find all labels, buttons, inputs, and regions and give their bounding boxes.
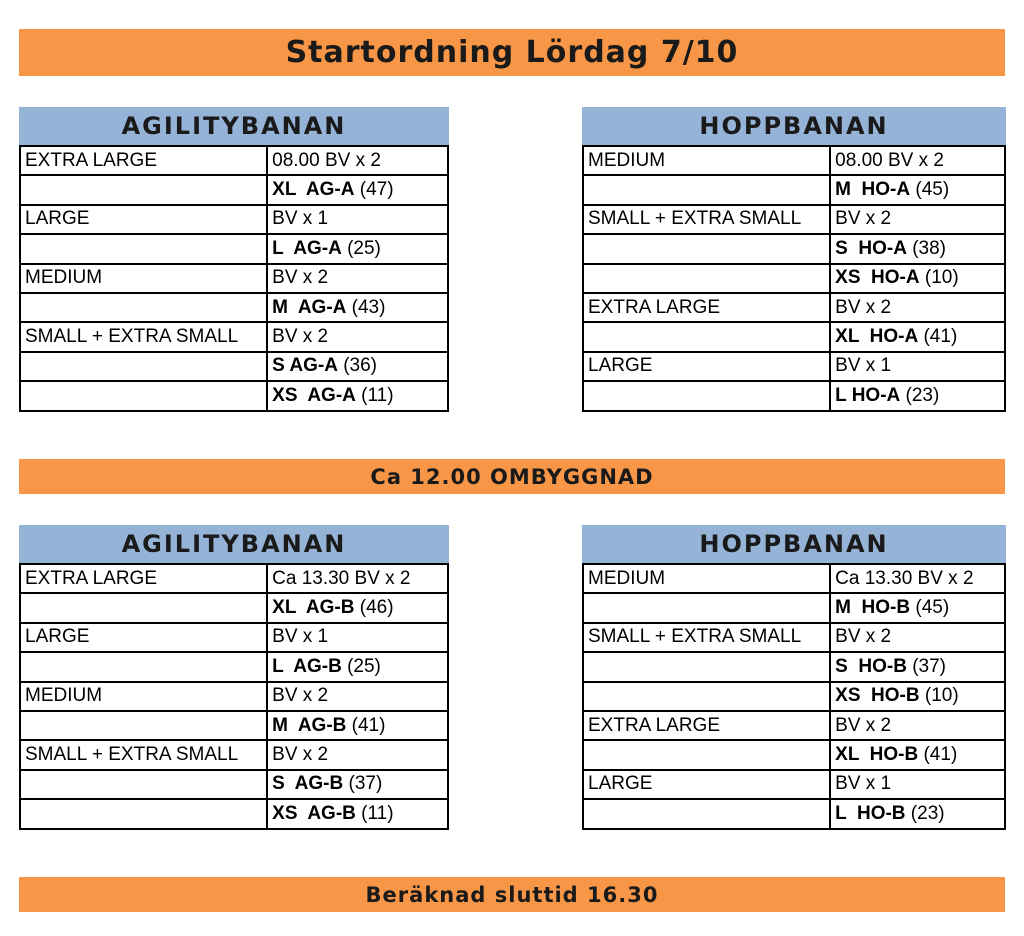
schedule-cell: BV x 2 <box>267 264 448 293</box>
class-code: M AG-B <box>272 714 347 736</box>
entry-count: (45) <box>910 597 950 619</box>
schedule-cell <box>830 799 1005 828</box>
class-code: XL AG-A <box>272 179 355 201</box>
class-code: XS AG-B <box>272 802 356 824</box>
schedule-cell <box>830 175 1005 204</box>
class-cell: EXTRA LARGE <box>20 564 267 593</box>
entry-count: (25) <box>341 237 381 259</box>
class-cell: MEDIUM <box>583 564 830 593</box>
class-cell <box>20 381 267 410</box>
table-row <box>583 770 1005 799</box>
schedule-cell: BV x 2 <box>830 623 1005 652</box>
class-code: S AG-A <box>272 355 338 377</box>
class-code: XS HO-A <box>835 267 920 289</box>
class-cell <box>20 652 267 681</box>
schedule-cell <box>830 682 1005 711</box>
class-code: L HO-A <box>835 384 901 406</box>
entry-count: (37) <box>906 655 947 677</box>
table-row <box>20 682 448 711</box>
table-row <box>583 799 1005 828</box>
class-cell <box>583 234 830 263</box>
schedule-cell: BV x 2 <box>267 322 448 351</box>
class-cell: EXTRA LARGE <box>20 146 267 175</box>
schedule-cell <box>830 234 1005 263</box>
schedule-cell <box>267 593 448 622</box>
table-row <box>583 711 1005 740</box>
class-code: S AG-B <box>272 773 344 795</box>
class-cell: SMALL + EXTRA SMALL <box>20 740 267 769</box>
schedule-cell <box>267 770 448 799</box>
schedule-cell: Ca 13.30 BV x 2 <box>830 564 1005 593</box>
schedule-cell <box>830 740 1005 769</box>
schedule-cell <box>267 652 448 681</box>
table-row <box>583 593 1005 622</box>
schedule-cell: BV x 2 <box>830 711 1005 740</box>
table-row <box>583 322 1005 351</box>
schedule-cell <box>267 381 448 410</box>
table-row <box>583 146 1005 175</box>
class-cell: EXTRA LARGE <box>583 711 830 740</box>
class-cell <box>583 682 830 711</box>
schedule-cell <box>267 234 448 263</box>
schedule-cell <box>830 593 1005 622</box>
table-heading: AGILITYBANAN <box>20 107 448 146</box>
class-code: XS AG-A <box>272 384 356 406</box>
table-row <box>583 381 1005 410</box>
entry-count: (41) <box>346 714 386 736</box>
table-row <box>20 564 448 593</box>
class-cell: MEDIUM <box>20 682 267 711</box>
schedule-cell: BV x 1 <box>267 205 448 234</box>
class-code: XL HO-B <box>835 744 919 766</box>
class-cell <box>583 799 830 828</box>
table-row <box>20 740 448 769</box>
schedule-cell <box>830 652 1005 681</box>
table-row <box>583 264 1005 293</box>
table-row <box>583 234 1005 263</box>
class-cell: SMALL + EXTRA SMALL <box>20 322 267 351</box>
table-row <box>583 682 1005 711</box>
schedule-cell <box>267 293 448 322</box>
page-title: Startordning Lördag 7/10 <box>19 29 1005 76</box>
class-cell <box>20 711 267 740</box>
schedule-cell: 08.00 BV x 2 <box>267 146 448 175</box>
table-heading: HOPPBANAN <box>583 525 1005 564</box>
table-row <box>583 205 1005 234</box>
class-cell: LARGE <box>583 770 830 799</box>
entry-count: (38) <box>906 237 947 259</box>
table-row <box>583 564 1005 593</box>
class-cell <box>20 352 267 381</box>
table-row <box>20 652 448 681</box>
class-cell <box>20 234 267 263</box>
entry-count: (23) <box>905 802 945 824</box>
class-cell: SMALL + EXTRA SMALL <box>583 623 830 652</box>
class-cell <box>20 770 267 799</box>
hopp-afternoon-table <box>582 525 1006 830</box>
schedule-cell: BV x 2 <box>830 205 1005 234</box>
schedule-cell <box>267 711 448 740</box>
class-code: L AG-A <box>272 237 342 259</box>
table-row <box>20 322 448 351</box>
class-code: L HO-B <box>835 802 906 824</box>
schedule-cell <box>830 322 1005 351</box>
end-time-banner: Beräknad sluttid 16.30 <box>19 877 1005 912</box>
entry-count: (37) <box>343 773 383 795</box>
table-row <box>20 293 448 322</box>
class-code: S HO-A <box>835 237 907 259</box>
entry-count: (43) <box>346 296 386 318</box>
table-row <box>20 381 448 410</box>
entry-count: (41) <box>918 326 958 348</box>
table-row <box>20 799 448 828</box>
entry-count: (47) <box>354 179 394 201</box>
schedule-cell: 08.00 BV x 2 <box>830 146 1005 175</box>
schedule-cell <box>267 175 448 204</box>
schedule-cell <box>267 352 448 381</box>
schedule-cell <box>267 799 448 828</box>
table-row <box>583 293 1005 322</box>
class-cell <box>583 740 830 769</box>
entry-count: (10) <box>919 685 959 707</box>
schedule-cell <box>830 264 1005 293</box>
entry-count: (41) <box>918 744 958 766</box>
class-cell: SMALL + EXTRA SMALL <box>583 205 830 234</box>
table-row <box>583 623 1005 652</box>
class-cell: LARGE <box>20 623 267 652</box>
table-row <box>20 593 448 622</box>
class-cell <box>20 593 267 622</box>
class-cell: MEDIUM <box>20 264 267 293</box>
class-cell <box>583 264 830 293</box>
schedule-cell: Ca 13.30 BV x 2 <box>267 564 448 593</box>
class-code: M AG-A <box>272 296 347 318</box>
schedule-cell: BV x 2 <box>267 740 448 769</box>
entry-count: (10) <box>919 267 959 289</box>
class-code: L AG-B <box>272 655 342 677</box>
class-cell: EXTRA LARGE <box>583 293 830 322</box>
schedule-cell <box>830 381 1005 410</box>
table-row <box>20 146 448 175</box>
class-code: XS HO-B <box>835 685 920 707</box>
class-code: S HO-B <box>835 655 907 677</box>
table-row <box>20 264 448 293</box>
schedule-cell: BV x 2 <box>267 682 448 711</box>
table-row <box>20 770 448 799</box>
class-cell <box>20 293 267 322</box>
class-cell <box>583 175 830 204</box>
table-row <box>20 623 448 652</box>
entry-count: (23) <box>900 384 940 406</box>
class-cell <box>583 593 830 622</box>
hopp-morning-table <box>582 107 1006 412</box>
entry-count: (45) <box>910 179 950 201</box>
entry-count: (36) <box>337 355 378 377</box>
table-heading: HOPPBANAN <box>583 107 1005 146</box>
schedule-cell: BV x 1 <box>830 770 1005 799</box>
table-heading: AGILITYBANAN <box>20 525 448 564</box>
class-cell: LARGE <box>20 205 267 234</box>
class-code: XL AG-B <box>272 597 355 619</box>
table-row <box>20 234 448 263</box>
entry-count: (46) <box>354 597 394 619</box>
schedule-cell: BV x 2 <box>830 293 1005 322</box>
schedule-cell: BV x 1 <box>267 623 448 652</box>
class-code: M HO-A <box>835 179 911 201</box>
class-code: XL HO-A <box>835 326 919 348</box>
class-cell <box>20 799 267 828</box>
class-cell: MEDIUM <box>583 146 830 175</box>
entry-count: (11) <box>355 384 394 406</box>
schedule-cell: BV x 1 <box>830 352 1005 381</box>
agility-morning-table <box>19 107 449 412</box>
break-banner: Ca 12.00 OMBYGGNAD <box>19 459 1005 494</box>
class-cell <box>20 175 267 204</box>
table-row <box>583 175 1005 204</box>
entry-count: (11) <box>355 802 394 824</box>
table-row <box>583 652 1005 681</box>
class-cell <box>583 381 830 410</box>
class-cell <box>583 652 830 681</box>
class-code: M HO-B <box>835 597 911 619</box>
table-row <box>20 175 448 204</box>
agility-afternoon-table <box>19 525 449 830</box>
class-cell: LARGE <box>583 352 830 381</box>
entry-count: (25) <box>341 655 381 677</box>
table-row <box>583 740 1005 769</box>
table-row <box>20 711 448 740</box>
table-row <box>583 352 1005 381</box>
class-cell <box>583 322 830 351</box>
table-row <box>20 205 448 234</box>
table-row <box>20 352 448 381</box>
